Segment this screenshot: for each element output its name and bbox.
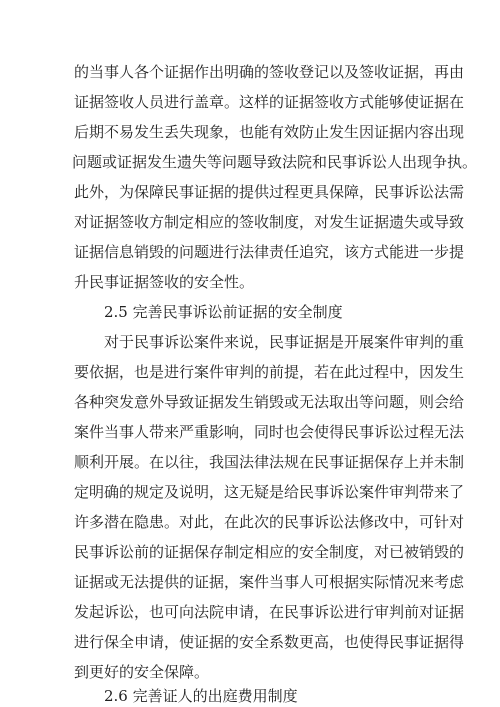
- paragraph-line: 证据或无法提供的证据，案件当事人可根据实际情况来考虑: [74, 573, 465, 591]
- paragraph-line: 证据信息销毁的问题进行法律责任追究，该方式能进一步提: [74, 243, 465, 261]
- paragraph-line: 发起诉讼，也可向法院申请，在民事诉讼进行审判前对证据: [74, 603, 465, 621]
- paragraph-line: 案件当事人带来严重影响，同时也会使得民事诉讼过程无法: [74, 423, 465, 441]
- paragraph-line: 顺利开展。在以往，我国法律法规在民事证据保存上并未制: [74, 453, 465, 471]
- paragraph-line: 问题或证据发生遗失等问题导致法院和民事诉讼人出现争执。: [72, 153, 478, 171]
- paragraph-line: 对于民事诉讼案件来说，民事证据是开展案件审判的重: [104, 333, 465, 351]
- paragraph-line: 对证据签收方制定相应的签收制度，对发生证据遗失或导致: [74, 213, 465, 231]
- paragraph-line: 定明确的规定及说明，这无疑是给民事诉讼案件审判带来了: [74, 483, 465, 501]
- paragraph-line: 许多潜在隐患。对此，在此次的民事诉讼法修改中，可针对: [74, 513, 465, 531]
- paragraph-line: 到更好的安全保障。: [74, 663, 210, 681]
- paragraph-line: 民事诉讼前的证据保存制定相应的安全制度，对已被销毁的: [74, 543, 465, 561]
- paragraph-line: 升民事证据签收的安全性。: [74, 273, 255, 291]
- paragraph-line: 的当事人各个证据作出明确的签收登记以及签收证据，再由: [74, 63, 465, 81]
- paragraph-line: 各种突发意外导致证据发生销毁或无法取出等问题，则会给: [74, 393, 465, 411]
- paragraph-line: 后期不易发生丢失现象，也能有效防止发生因证据内容出现: [74, 123, 465, 141]
- paragraph-line: 要依据，也是进行案件审判的前提，若在此过程中，因发生: [74, 363, 465, 381]
- paragraph-line: 进行保全申请，使证据的安全系数更高，也使得民事证据得: [74, 633, 465, 651]
- section-heading: 2.5 完善民事诉讼前证据的安全制度: [104, 303, 343, 321]
- section-heading: 2.6 完善证人的出庭费用制度: [104, 687, 298, 705]
- paragraph-line: 此外，为保障民事证据的提供过程更具保障，民事诉讼法需: [74, 183, 465, 201]
- paragraph-line: 证据签收人员进行盖章。这样的证据签收方式能够使证据在: [74, 93, 465, 111]
